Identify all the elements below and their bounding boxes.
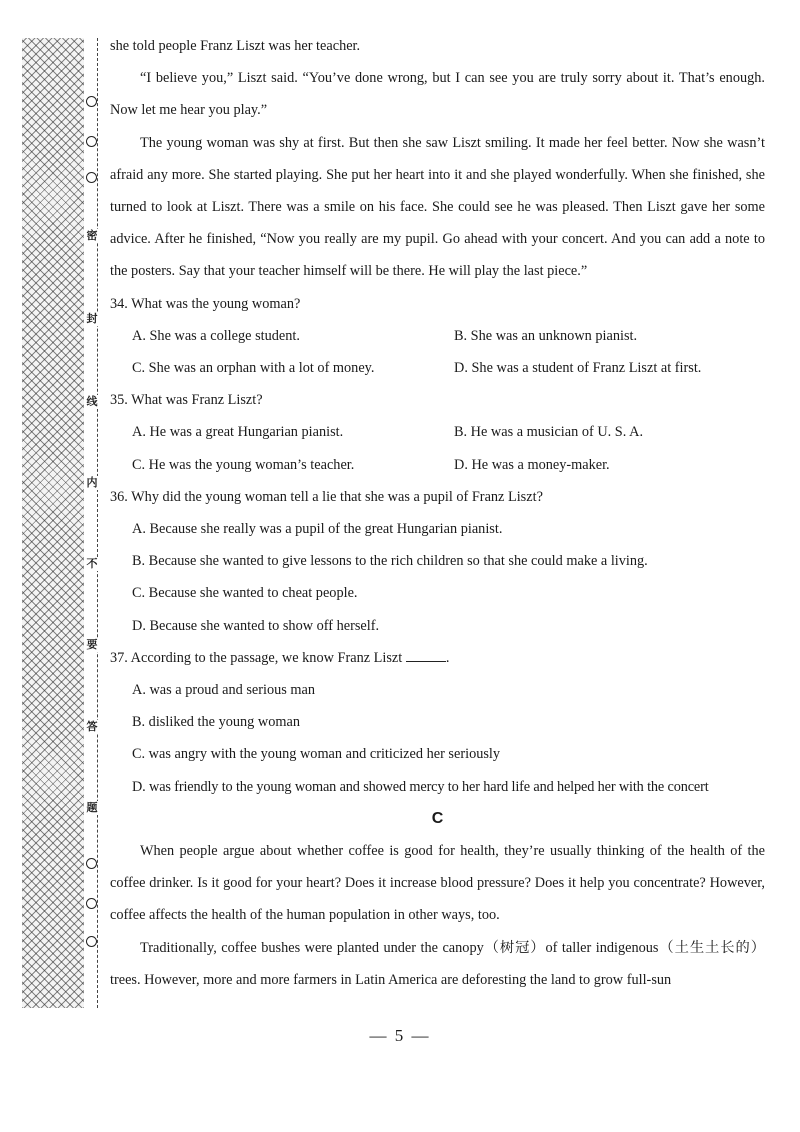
question-stem: 34. What was the young woman?	[110, 295, 301, 312]
option-b: B. Because she wanted to give lessons to the rich children so that she could make a living.	[132, 553, 648, 570]
option-c: C. was angry with the young woman and criticized her seriously	[132, 746, 501, 763]
question-stem: 36. Why did the young woman tell a lie that she was a pupil of Franz Liszt?	[110, 488, 543, 505]
option-d: D. He was a money-maker.	[454, 456, 610, 473]
seal-char: 不	[84, 557, 100, 571]
answer-blank	[406, 647, 446, 662]
option-b: B. disliked the young woman	[132, 714, 300, 731]
seal-dashed-line	[97, 38, 98, 1008]
seal-char: 密	[84, 229, 100, 243]
option-a: A. was a proud and serious man	[132, 682, 316, 699]
seal-circle-icon	[86, 136, 97, 147]
question-stem	[110, 642, 765, 674]
option-c: C. Because she wanted to cheat people.	[132, 585, 358, 602]
question-stem-text: 37. According to the passage, we know Franz Liszt	[110, 649, 403, 666]
option-d: D. She was a student of Franz Liszt at first.	[454, 360, 702, 377]
seal-char: 答	[84, 720, 100, 734]
question-stem-end: .	[445, 649, 450, 666]
option-c: C. She was an orphan with a lot of money.	[132, 360, 375, 377]
option-a: A. She was a college student.	[132, 327, 300, 344]
option-a: A. He was a great Hungarian pianist.	[132, 424, 344, 441]
seal-circle-icon	[86, 936, 97, 947]
option-c: C. He was the young woman’s teacher.	[132, 456, 355, 473]
option-row	[110, 352, 765, 384]
option-d: D. Because she wanted to show off herself.	[132, 617, 380, 634]
seal-circle-icon	[86, 96, 97, 107]
option-d: D. was friendly to the young woman and showed mercy to her hard life and helped her with the concert	[132, 778, 709, 795]
seal-char: 线	[84, 395, 100, 409]
passage-paragraph: “I believe you,” Liszt said. “You’ve done wrong, but I can see you are truly sorry about it. That’s enough. Now let me hear you play.”	[110, 70, 765, 119]
passage-paragraph: she told people Franz Liszt was her teacher.	[110, 38, 361, 54]
page-number: — 5 —	[369, 1026, 431, 1045]
option-b: B. She was an unknown pianist.	[454, 327, 638, 344]
option-row	[110, 449, 765, 481]
seal-char: 内	[84, 476, 100, 490]
seal-char: 题	[84, 801, 100, 815]
option-row	[110, 320, 765, 352]
option-a: A. Because she really was a pupil of the great Hungarian pianist.	[132, 521, 503, 538]
seal-char: 要	[84, 638, 100, 652]
option-b: B. He was a musician of U. S. A.	[454, 424, 644, 441]
page-content	[110, 30, 765, 996]
section-heading: C	[431, 809, 444, 827]
seal-char: 封	[84, 312, 100, 326]
option-row	[110, 416, 765, 448]
seal-circle-icon	[86, 858, 97, 869]
passage-paragraph: Traditionally, coffee bushes were planted under the canopy（树冠）of taller indigenous（土生土长的）trees. However, more and more farmers in Latin America are deforesting the land to grow full-sun	[110, 939, 765, 988]
passage-paragraph: When people argue about whether coffee is good for health, they’re usually thinking of the health of the coffee drinker. Is it good for your heart? Does it increase blood pressure? Does it help you concentrate? However, coffee affects the health of the human population in other ways, too.	[110, 843, 765, 924]
passage-paragraph: The young woman was shy at first. But then she saw Liszt smiling. It made her feel better. Now she wasn’t afraid any more. She started playing. She put her heart into it and she played wonderfully. When she finished, she turned to look at Liszt. There was a smile on his face. She could see he was pleased. Then Liszt gave her some advice. After he finished, “Now you really are my pupil. Go ahead with your concert. And you can add a note to the posters. Say that your teacher himself will be there. He will play the last piece.”	[110, 134, 765, 280]
question-stem: 35. What was Franz Liszt?	[110, 392, 263, 409]
seal-circle-icon	[86, 898, 97, 909]
seal-circle-icon	[86, 172, 97, 183]
seal-hatch-pattern	[22, 38, 84, 1008]
